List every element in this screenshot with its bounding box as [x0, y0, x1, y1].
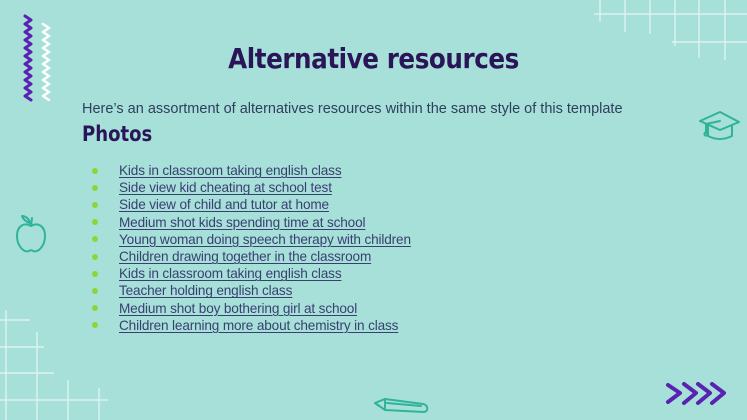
list-item: [92, 300, 411, 317]
list-item: [92, 317, 411, 334]
photo-link[interactable]: Side view of child and tutor at home: [119, 197, 329, 213]
list-item: [92, 265, 411, 282]
photo-link[interactable]: Young woman doing speech therapy with children: [119, 231, 411, 247]
bullet-icon: [92, 254, 98, 260]
bullet-icon: [92, 168, 98, 174]
photo-link[interactable]: Kids in classroom taking english class: [119, 163, 342, 179]
bullet-icon: [92, 288, 98, 294]
slide-subtitle: Here’s an assortment of alternatives resources within the same style of this template: [82, 101, 623, 117]
photo-link[interactable]: Kids in classroom taking english class: [119, 266, 342, 282]
list-item: [92, 196, 411, 213]
pencil-icon: [371, 396, 431, 416]
graduation-cap-icon: [698, 109, 742, 143]
list-item: [92, 231, 411, 248]
bullet-icon: [92, 305, 98, 311]
bullet-icon: [92, 202, 98, 208]
bullet-icon: [92, 236, 98, 242]
list-item: [92, 214, 411, 231]
bullet-icon: [92, 219, 98, 225]
zigzag-purple-icon: [18, 14, 38, 102]
photo-link[interactable]: Side view kid cheating at school test: [119, 180, 332, 196]
photo-link[interactable]: Children drawing together in the classroom: [119, 249, 372, 265]
slide-title: Alternative resources: [228, 42, 519, 75]
list-item: [92, 162, 411, 179]
photo-link[interactable]: Children learning more about chemistry in class: [119, 317, 399, 333]
photo-links-list: [92, 162, 411, 334]
section-heading-photos: Photos: [82, 122, 153, 146]
list-item: [92, 248, 411, 265]
photo-link[interactable]: Medium shot kids spending time at school: [119, 214, 366, 230]
apple-icon: [14, 214, 48, 256]
chevrons-right-icon: [664, 380, 734, 408]
bullet-icon: [92, 271, 98, 277]
photo-link[interactable]: Teacher holding english class: [119, 283, 293, 299]
bullet-icon: [92, 322, 98, 328]
list-item: [92, 282, 411, 299]
photo-link[interactable]: Medium shot boy bothering girl at school: [119, 300, 358, 316]
list-item: [92, 179, 411, 196]
bullet-icon: [92, 185, 98, 191]
